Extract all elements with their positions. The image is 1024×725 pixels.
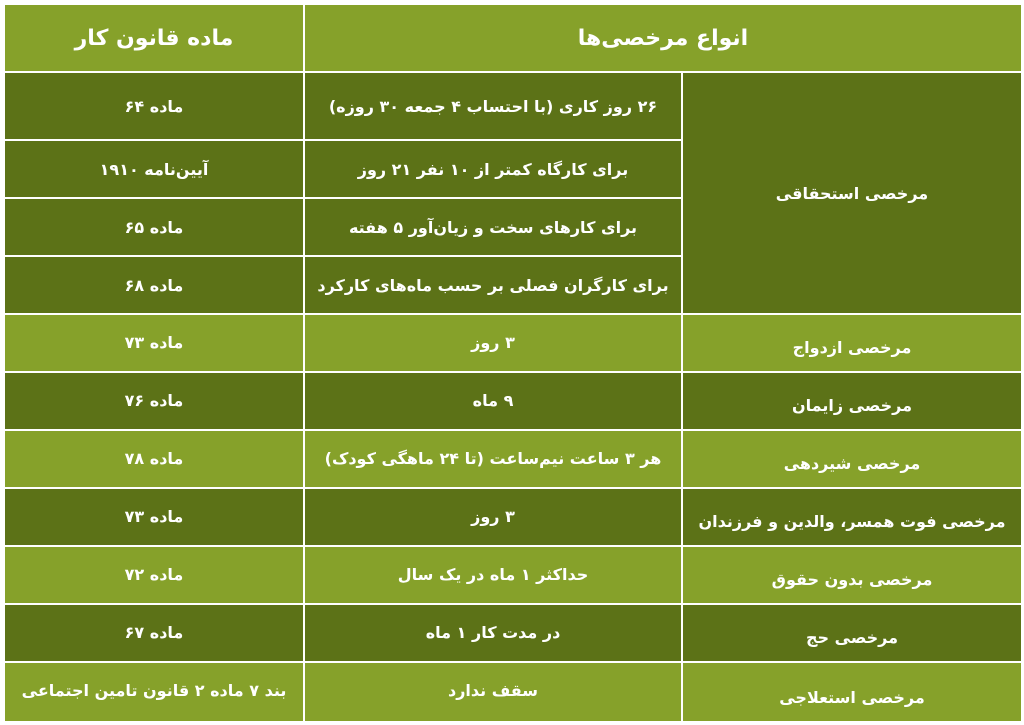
leave-description: برای کارگاه کمتر از ۱۰ نفر ۲۱ روز bbox=[304, 140, 682, 198]
leave-type-marriage: مرخصی ازدواج bbox=[682, 314, 1022, 372]
law-article: ماده ۷۶ bbox=[4, 372, 304, 430]
leave-description: برای کارهای سخت و زیان‌آور ۵ هفته bbox=[304, 198, 682, 256]
leave-description: سقف ندارد bbox=[304, 662, 682, 722]
table-row bbox=[4, 604, 1022, 662]
law-article: ماده ۶۷ bbox=[4, 604, 304, 662]
law-article: ماده ۷۳ bbox=[4, 314, 304, 372]
law-article: ماده ۷۳ bbox=[4, 488, 304, 546]
table-row bbox=[4, 372, 1022, 430]
leave-description: ۳ روز bbox=[304, 488, 682, 546]
table-row bbox=[4, 430, 1022, 488]
leave-type-hajj: مرخصی حج bbox=[682, 604, 1022, 662]
leave-type-breastfeeding: مرخصی شیردهی bbox=[682, 430, 1022, 488]
table-row bbox=[4, 546, 1022, 604]
leave-description: ۳ روز bbox=[304, 314, 682, 372]
table-row bbox=[4, 488, 1022, 546]
law-article: ماده ۷۲ bbox=[4, 546, 304, 604]
table-row bbox=[4, 662, 1022, 722]
header-row bbox=[4, 4, 1022, 72]
leave-description: هر ۳ ساعت نیم‌ساعت (تا ۲۴ ماهگی کودک) bbox=[304, 430, 682, 488]
leave-type-entitlement: مرخصی استحقاقی bbox=[682, 72, 1022, 314]
leave-types-table-container bbox=[3, 3, 1021, 722]
law-article: بند ۷ ماده ۲ قانون تامین اجتماعی bbox=[4, 662, 304, 722]
law-article: آیین‌نامه ۱۹۱۰ bbox=[4, 140, 304, 198]
leave-type-bereavement: مرخصی فوت همسر، والدین و فرزندان bbox=[682, 488, 1022, 546]
leave-types-table bbox=[3, 3, 1023, 723]
law-article: ماده ۶۸ bbox=[4, 256, 304, 314]
leave-description: در مدت کار ۱ ماه bbox=[304, 604, 682, 662]
law-article: ماده ۷۸ bbox=[4, 430, 304, 488]
table-row bbox=[4, 314, 1022, 372]
leave-description: حداکثر ۱ ماه در یک سال bbox=[304, 546, 682, 604]
law-article: ماده ۶۵ bbox=[4, 198, 304, 256]
header-labor-law-article: ماده قانون کار bbox=[4, 4, 304, 72]
leave-description: ۹ ماه bbox=[304, 372, 682, 430]
leave-type-sick: مرخصی استعلاجی bbox=[682, 662, 1022, 722]
leave-description: ۲۶ روز کاری (با احتساب ۴ جمعه ۳۰ روزه) bbox=[304, 72, 682, 140]
leave-type-unpaid: مرخصی بدون حقوق bbox=[682, 546, 1022, 604]
header-leave-types: انواع مرخصی‌ها bbox=[304, 4, 1022, 72]
law-article: ماده ۶۴ bbox=[4, 72, 304, 140]
table-row bbox=[4, 72, 1022, 140]
leave-description: برای کارگران فصلی بر حسب ماه‌های کارکرد bbox=[304, 256, 682, 314]
leave-type-maternity: مرخصی زایمان bbox=[682, 372, 1022, 430]
